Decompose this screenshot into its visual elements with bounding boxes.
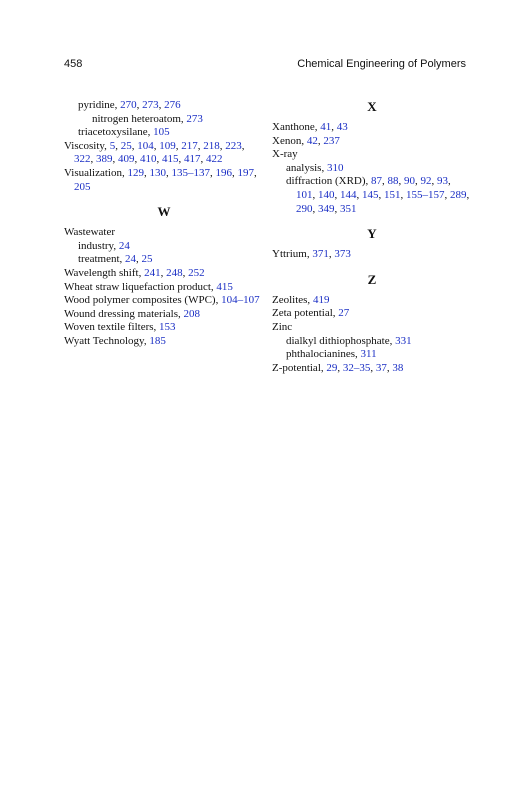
page-reference-link[interactable]: 129 (127, 166, 144, 179)
index-term: diffraction (XRD), (286, 175, 372, 188)
page-reference-link[interactable]: 5 (109, 139, 116, 152)
page-reference-link[interactable]: 145 (362, 188, 379, 201)
index-column-left (64, 99, 264, 349)
index-section-letter: Z (367, 271, 377, 287)
index-entry (64, 226, 264, 240)
index-entry (64, 294, 264, 308)
page-reference-link[interactable]: 25 (141, 253, 153, 266)
index-term: Wood polymer composites (WPC), (64, 294, 222, 307)
index-term: Zeolites, (272, 293, 313, 306)
index-entry: Visualization, 129, 130, 135–137, 196, 197, 205 (64, 166, 257, 193)
index-column-right (272, 99, 472, 375)
page-reference-link[interactable]: 27 (338, 307, 350, 320)
index-term: X-ray (272, 148, 298, 161)
page-reference-link[interactable]: 237 (323, 134, 340, 147)
page-reference-link[interactable]: 349 (318, 202, 335, 215)
page-reference-link[interactable]: 289 (450, 188, 467, 201)
page-reference-link[interactable]: 410 (140, 153, 157, 166)
page-reference-link[interactable]: 419 (312, 293, 330, 306)
page-reference-link[interactable]: 241 (144, 266, 161, 279)
index-entry (64, 281, 264, 295)
page-reference-link[interactable]: 32–35 (342, 361, 371, 374)
index-entry (272, 321, 472, 335)
page-reference-link[interactable]: 43 (336, 121, 348, 133)
page-reference-link[interactable]: 371 (312, 248, 329, 261)
page-reference-link[interactable]: 104 (137, 139, 154, 152)
index-term: triacetoxysilane, (78, 126, 154, 139)
index-entry: Viscosity, 5, 25, 104, 109, 217, 218, 223, 322, 389, 409, 410, 415, 417, 422 (64, 139, 245, 166)
index-entry: Wavelength shift, 241, 248, 252 (64, 266, 205, 279)
index-term: Zeta potential, (272, 307, 339, 320)
index-term: Viscosity, (64, 139, 110, 152)
index-entry (272, 294, 472, 308)
page-reference-link[interactable]: 93 (437, 175, 449, 188)
page-reference-link[interactable]: 24 (125, 253, 137, 266)
index-term: analysis, (286, 161, 327, 174)
page-reference-link[interactable]: 373 (334, 248, 351, 261)
page-reference-link[interactable]: 223 (225, 139, 242, 152)
page-reference-link[interactable]: 42 (306, 134, 318, 147)
page-reference-link[interactable]: 310 (326, 161, 344, 174)
page-reference-link[interactable]: 415 (216, 280, 233, 293)
index-term: Wound dressing materials, (64, 307, 184, 320)
index-entry (64, 335, 264, 349)
index-section-letter: Y (367, 226, 377, 242)
page-reference-link[interactable]: 331 (395, 334, 412, 347)
index-entry (64, 321, 264, 335)
page-reference-link[interactable]: 417 (184, 153, 201, 166)
page-reference-link[interactable]: 25 (120, 139, 132, 152)
page-reference-link[interactable]: 273 (186, 112, 203, 125)
page-reference-link[interactable]: 88 (387, 175, 399, 188)
page-reference-link[interactable]: 185 (149, 334, 166, 347)
index-entry: Xenon, 42, 237 (272, 134, 340, 147)
index-term: Zinc (272, 320, 293, 333)
page-reference-link[interactable]: 151 (384, 188, 401, 201)
page-reference-link[interactable]: 37 (375, 361, 387, 374)
index-subentry (272, 348, 472, 362)
page-reference-link[interactable]: 38 (392, 361, 404, 374)
index-subentry (272, 335, 472, 349)
page-reference-link[interactable]: 290 (296, 202, 313, 215)
index-subentry (64, 240, 264, 254)
index-term: Wastewater (64, 226, 116, 239)
page-reference-link[interactable]: 422 (206, 153, 223, 166)
index-section-letter: X (367, 99, 377, 114)
index-term: industry, (78, 239, 119, 252)
index-term: treatment, (78, 253, 126, 266)
page-reference-link[interactable]: 140 (318, 188, 335, 201)
index-term: Wavelength shift, (64, 266, 145, 279)
page-reference-link[interactable]: 311 (360, 348, 377, 361)
page-reference-link[interactable]: 144 (340, 188, 357, 201)
page-reference-link[interactable]: 205 (74, 180, 91, 193)
page-reference-link[interactable]: 270 (120, 99, 137, 111)
index-term: nitrogen heteroatom, (92, 112, 187, 125)
index-entry (64, 308, 264, 322)
index-term: pyridine, (78, 99, 121, 111)
index-subentry: treatment, 24, 25 (78, 253, 153, 266)
page-reference-link[interactable]: 29 (326, 361, 338, 374)
page-reference-link[interactable]: 217 (181, 139, 198, 152)
page-reference-link[interactable]: 90 (404, 175, 416, 188)
index-term: Xenon, (272, 134, 307, 147)
index-subentry (64, 126, 264, 140)
index-term: Wheat straw liquefaction product, (64, 280, 217, 293)
index-term: dialkyl dithiophosphate, (286, 334, 396, 347)
page-reference-link[interactable]: 415 (162, 153, 179, 166)
page-reference-link[interactable]: 130 (149, 166, 166, 179)
page-reference-link[interactable]: 252 (188, 266, 205, 279)
index-entry (272, 148, 472, 162)
page-reference-link[interactable]: 389 (96, 153, 113, 166)
index-term: Yttrium, (272, 248, 313, 261)
index-section-letter: W (157, 204, 171, 220)
page-reference-link[interactable]: 24 (118, 239, 130, 252)
index-term: Wyatt Technology, (64, 334, 150, 347)
index-subentry: diffraction (XRD), 87, 88, 90, 92, 93, 101, 140, 144, 145, 151, 155–157, 289, 290, 349, 351 (286, 175, 470, 215)
page-reference-link[interactable]: 109 (159, 139, 176, 152)
index-term: Woven textile filters, (64, 321, 160, 334)
page-reference-link[interactable]: 197 (237, 166, 254, 179)
index-subentry (64, 113, 264, 127)
running-head: Chemical Engineering of Polymers (297, 58, 466, 70)
page-reference-link[interactable]: 135–137 (171, 166, 210, 179)
page-reference-link[interactable]: 41 (320, 121, 332, 133)
page-reference-link[interactable]: 153 (159, 321, 176, 334)
page-reference-link[interactable]: 409 (118, 153, 135, 166)
page-reference-link[interactable]: 196 (215, 166, 232, 179)
index-term: Z-potential, (272, 361, 327, 374)
index-term: Xanthone, (272, 121, 321, 133)
page-reference-link[interactable]: 248 (166, 266, 183, 279)
index-term: Visualization, (64, 166, 128, 179)
index-subentry: pyridine, 270, 273, 276 (78, 99, 181, 111)
page-reference-link[interactable]: 87 (371, 175, 383, 188)
index-entry: Yttrium, 371, 373 (272, 248, 351, 261)
page-number: 458 (64, 58, 83, 70)
index-entry (272, 307, 472, 321)
page-reference-link[interactable]: 101 (296, 188, 313, 201)
page-reference-link[interactable]: 105 (153, 126, 170, 139)
index-subentry (272, 162, 472, 176)
page-reference-link[interactable]: 208 (183, 307, 200, 320)
page-reference-link[interactable]: 351 (340, 202, 357, 215)
index-entry: Xanthone, 41, 43 (272, 121, 348, 133)
index-term: phthalocianines, (286, 348, 361, 361)
page-reference-link[interactable]: 218 (203, 139, 220, 152)
page-reference-link[interactable]: 276 (164, 99, 181, 111)
index-entry: Z-potential, 29, 32–35, 37, 38 (272, 361, 404, 374)
page-reference-link[interactable]: 322 (74, 153, 91, 166)
page-reference-link[interactable]: 92 (420, 175, 432, 188)
page-reference-link[interactable]: 104–107 (221, 294, 260, 307)
page-reference-link[interactable]: 273 (142, 99, 159, 111)
page-reference-link[interactable]: 155–157 (406, 188, 445, 201)
